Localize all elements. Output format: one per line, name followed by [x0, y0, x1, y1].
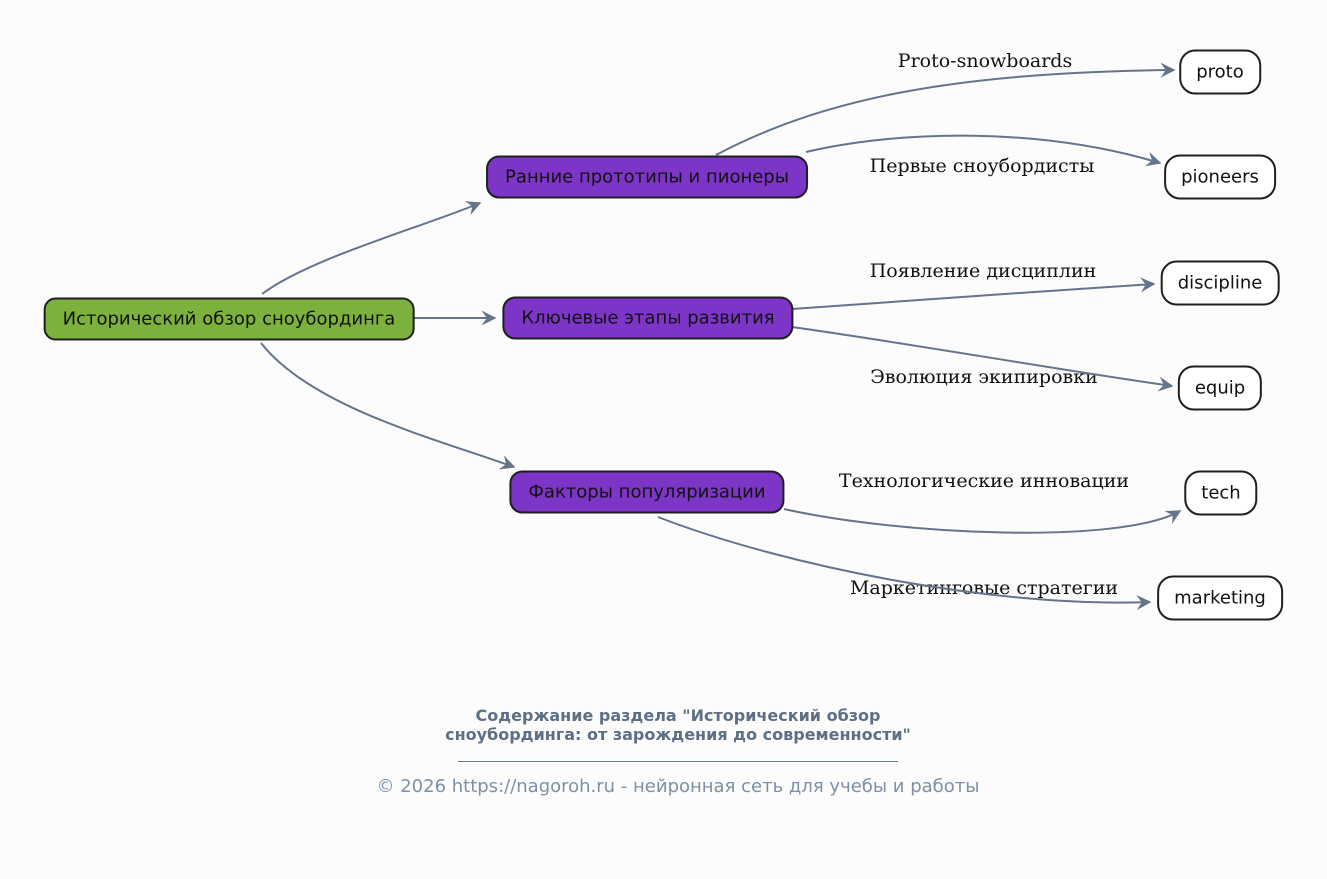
node-root: Исторический обзор сноубординга [44, 298, 415, 341]
node-proto: proto [1179, 50, 1261, 95]
node-discipline: discipline [1161, 261, 1280, 306]
footer [368, 706, 988, 797]
node-tech: tech [1184, 471, 1257, 516]
footer-divider [458, 761, 898, 762]
node-early-prototypes: Ранние прототипы и пионеры [486, 156, 808, 199]
node-pioneers: pioneers [1164, 155, 1276, 200]
edge-label-proto-snowboards: Proto-snowboards [897, 50, 1073, 72]
footer-title-line2: сноубординга: от зарождения до современности" [445, 725, 911, 744]
node-marketing: marketing [1157, 576, 1283, 621]
node-equip: equip [1178, 366, 1262, 411]
node-popularization-factors: Факторы популяризации [509, 471, 784, 514]
footer-copyright: © 2026 https://nagoroh.ru - нейронная сеть для учебы и работы [376, 776, 980, 797]
edge-early-to-proto [716, 70, 1174, 155]
edge-label-disciplines-emergence: Появление дисциплин [869, 260, 1097, 282]
edge-root-to-factors [261, 343, 514, 467]
edge-label-first-snowboarders: Первые сноубордисты [869, 155, 1095, 177]
edge-label-marketing-strategies: Маркетинговые стратегии [849, 577, 1119, 599]
footer-title-line1: Содержание раздела "Исторический обзор [475, 706, 881, 725]
edge-key-to-discipline [792, 284, 1154, 309]
edge-factors-to-tech [784, 509, 1180, 533]
edge-label-tech-innovations: Технологические инновации [838, 470, 1130, 492]
edge-root-to-early [262, 203, 480, 294]
edge-label-equipment-evolution: Эволюция экипировки [870, 366, 1098, 388]
node-key-stages: Ключевые этапы развития [502, 297, 793, 340]
